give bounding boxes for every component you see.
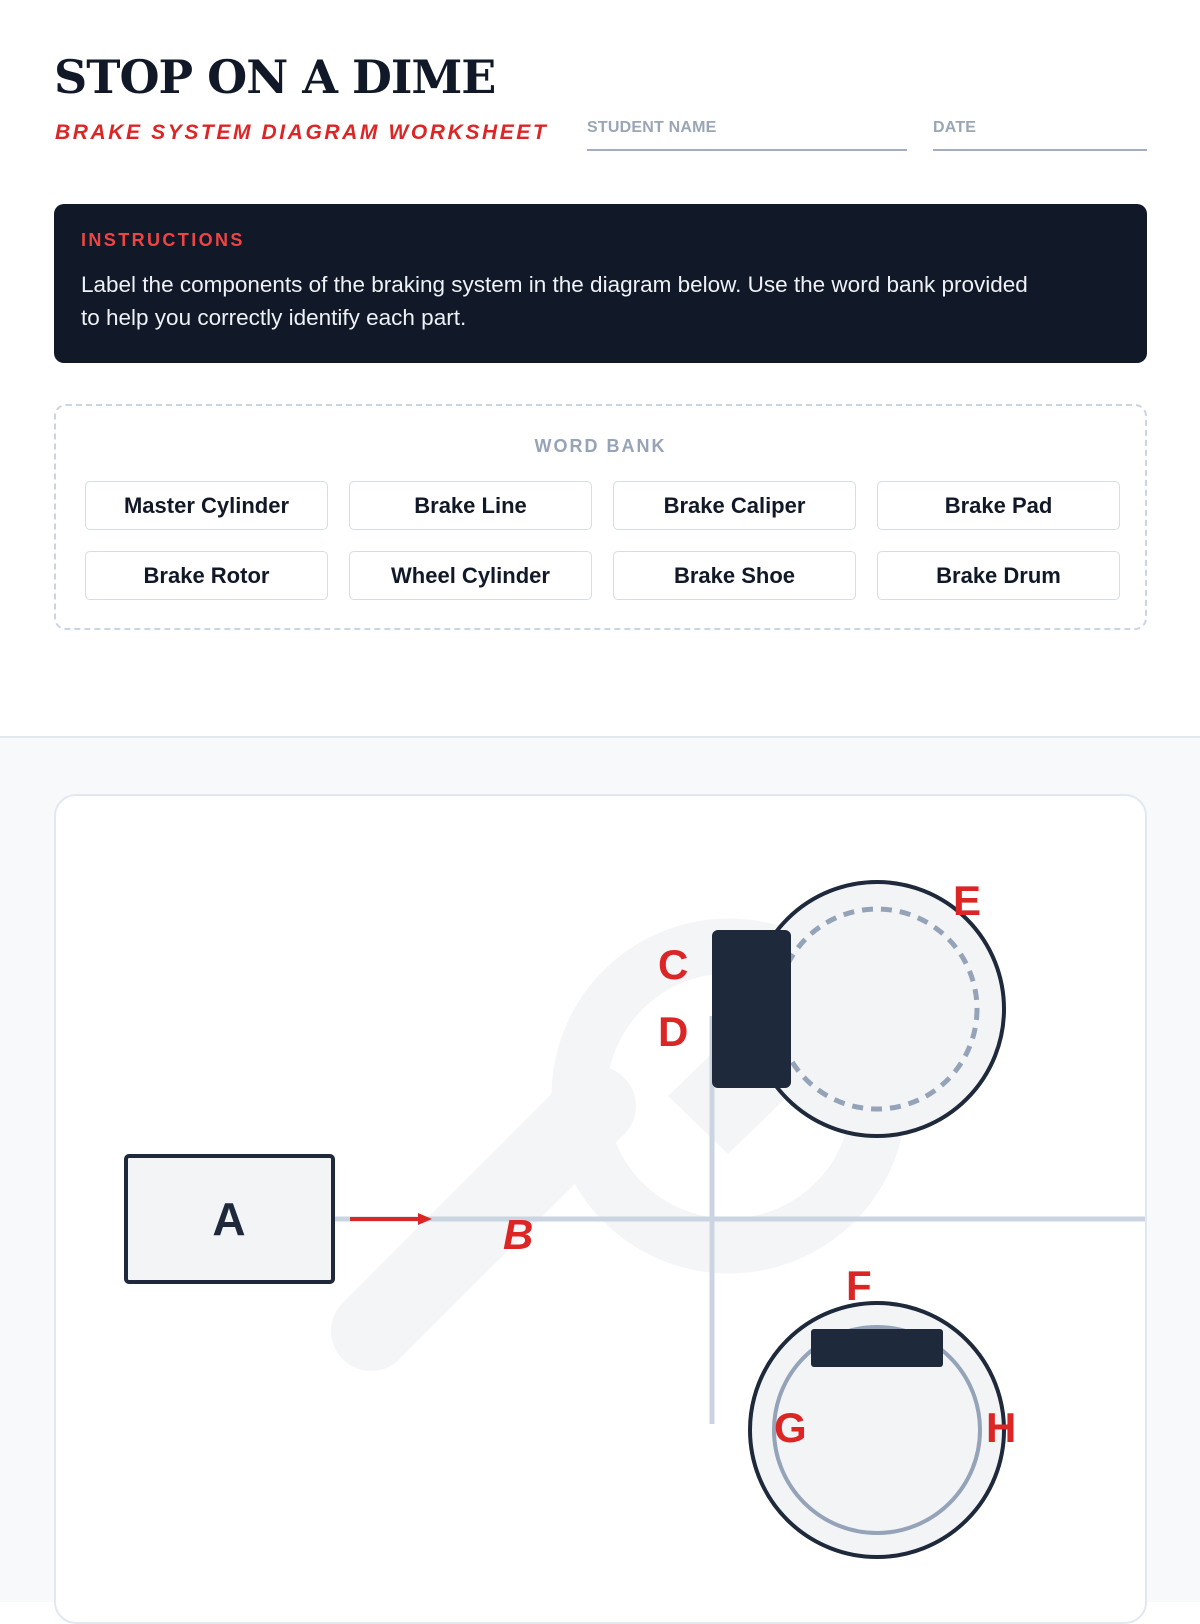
date-field[interactable] [933, 119, 1147, 151]
word-bank-item: Brake Pad [877, 481, 1120, 530]
student-name-label: STUDENT NAME [587, 119, 717, 136]
date-label: DATE [933, 119, 977, 136]
wheel-cylinder [811, 1329, 943, 1367]
page-subtitle: BRAKE SYSTEM DIAGRAM WORKSHEET [55, 121, 549, 144]
page-title: STOP ON A DIME [54, 50, 496, 104]
label-c: C [658, 941, 689, 988]
instructions-box [54, 204, 1147, 363]
word-bank-item: Brake Shoe [613, 551, 856, 600]
instructions-text: Label the components of the braking system in the diagram below. Use the word bank provided to help you correctly identify each part. [81, 272, 1028, 330]
word-bank-item: Brake Line [349, 481, 592, 530]
fluid-flow-arrow [350, 1213, 432, 1225]
student-name-field[interactable] [587, 119, 907, 151]
diagram-section [0, 736, 1200, 1602]
word-bank-item: Brake Drum [877, 551, 1120, 600]
word-bank-title: WORD BANK [534, 436, 667, 456]
word-bank-item: Master Cylinder [85, 481, 328, 530]
word-bank-item: Brake Rotor [85, 551, 328, 600]
label-g: G [774, 1404, 807, 1451]
instructions-heading: INSTRUCTIONS [81, 230, 245, 250]
label-a: A [212, 1193, 246, 1245]
brake-system-diagram [56, 796, 1147, 1624]
word-bank-grid [85, 481, 1120, 600]
word-bank-item: Brake Caliper [613, 481, 856, 530]
diagram-panel [54, 794, 1147, 1624]
label-f: F [846, 1262, 872, 1309]
label-e: E [953, 877, 982, 924]
label-d: D [658, 1008, 689, 1055]
worksheet-header-section [0, 0, 1200, 736]
word-bank-item: Wheel Cylinder [349, 551, 592, 600]
word-bank [54, 404, 1147, 630]
label-h: H [986, 1404, 1017, 1451]
brake-caliper [712, 930, 791, 1088]
label-b: B [503, 1211, 534, 1258]
